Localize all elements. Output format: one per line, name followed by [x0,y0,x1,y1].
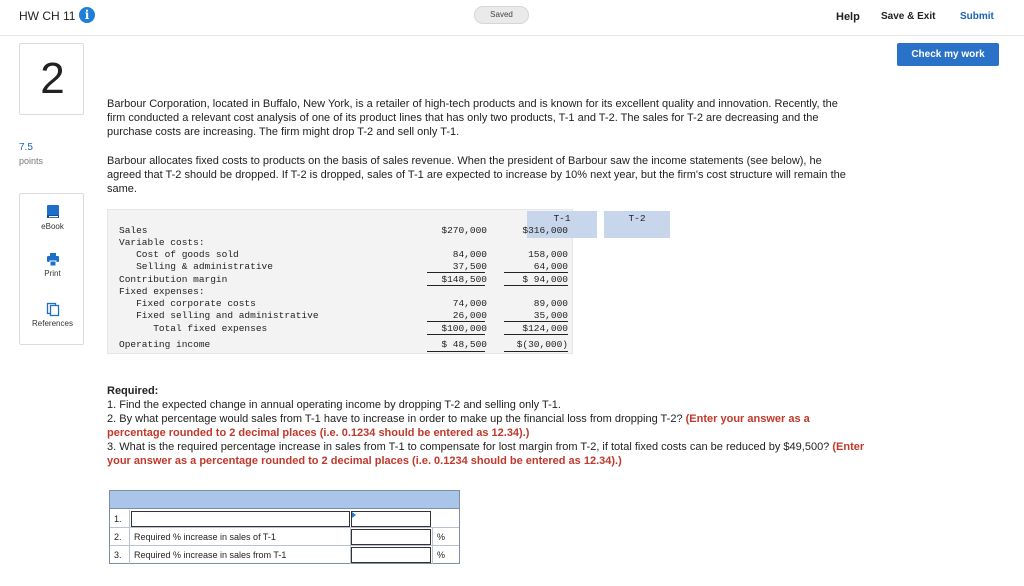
column-header-t1: T-1 [527,211,597,238]
subtotal-underline [504,321,568,322]
answer-input-2[interactable] [351,529,431,545]
answer-row-number: 3. [110,546,130,564]
subtotal-underline [427,321,485,322]
answer-row-label: Required % increase in sales of T-1 [131,528,351,546]
question-number-box [19,43,84,115]
check-my-work-button[interactable]: Check my work [897,43,999,66]
top-bar [0,0,1024,36]
question-number: 2 [40,54,65,103]
answer-row-number: 1. [110,510,130,528]
answer-input-1[interactable] [351,511,431,527]
points-value: 7.5 [19,142,33,153]
subtotal-underline [427,334,485,335]
statement-row: Total fixed expenses $100,000 $124,000 [119,323,568,334]
statement-row: Sales $270,000 $316,000 [119,225,568,236]
statement-row: Cost of goods sold 84,000 158,000 [119,249,568,260]
column-header-t2: T-2 [604,211,670,238]
answer-row-number: 2. [110,528,130,546]
percent-unit: % [432,546,459,564]
answer-row [110,528,459,546]
required-item-2-note: (Enter your answer as a percentage rounded to 2 decimal places (i.e. 0.1234 should be entered as 12.34).) [107,413,810,439]
subtotal-underline [427,272,485,273]
subtotal-underline [504,272,568,273]
save-exit-link[interactable]: Save & Exit [881,11,936,22]
subtotal-underline [504,334,568,335]
answer-row [110,546,459,564]
answer-table-header [110,491,459,509]
assignment-title: HW CH 11 [19,9,76,23]
statement-row: Fixed selling and administrative 26,000 35,000 [119,310,568,321]
saved-status-badge: Saved [474,6,529,24]
ebook-label: eBook [41,222,64,231]
points-label: points [19,156,44,166]
answer-flag-icon [352,512,356,518]
submit-link[interactable]: Submit [960,11,994,22]
references-icon [46,302,60,317]
answer-table [109,490,460,564]
required-section [107,384,867,468]
answer-row-label: Required % increase in sales from T-1 [131,546,351,564]
ebook-button[interactable] [20,204,85,231]
book-icon [46,204,60,220]
statement-row: Variable costs: [119,237,205,248]
required-item-1: 1. Find the expected change in annual operating income by dropping T-2 and selling only T-1. [107,399,561,411]
statement-row: Contribution margin $148,500 $ 94,000 [119,274,568,285]
answer-input-1-label[interactable] [131,511,350,527]
references-button[interactable] [20,302,85,328]
info-icon[interactable]: i [79,7,95,23]
tools-panel [19,193,84,345]
statement-row: Fixed expenses: [119,286,205,297]
statement-row: Operating income $ 48,500 $(30,000) [119,339,568,350]
required-item-3-note: (Enter your answer as a percentage rounded to 2 decimal places (i.e. 0.1234 should be entered as 12.34).) [107,441,865,467]
statement-row: Fixed corporate costs 74,000 89,000 [119,298,568,309]
help-link[interactable]: Help [836,11,860,23]
question-paragraph-2: Barbour allocates fixed costs to products on the basis of sales revenue. When the president of Barbour saw the income statements (see below), he agreed that T-2 should be dropped. If T-2 is dropped, sales of T-1 are expected to increase by 10% next year, but the firm's cost structure will remain the same. [107,155,846,195]
print-button[interactable] [20,252,85,278]
print-label: Print [44,269,61,278]
required-item-3: 3. What is the required percentage increase in sales from T-1 to compensate for lost margin from T-2, if total fixed costs can be reduced by $49,500? (Enter your answer as a percentage rounded to 2 decimal places (i.e. 0.1234 should be entered as 12.34).) [107,441,865,467]
answer-row [110,510,459,528]
statement-row: Selling & administrative 37,500 64,000 [119,261,568,272]
answer-input-3[interactable] [351,547,431,563]
required-item-2: 2. By what percentage would sales from T-1 have to increase in order to make up the financial loss from dropping T-2? (Enter your answer as a percentage rounded to 2 decimal places (i.e. 0.1234 should be entered as 12.34).) [107,413,810,439]
percent-unit: % [432,528,459,546]
required-heading: Required: [107,385,159,397]
question-paragraph-1: Barbour Corporation, located in Buffalo, New York, is a retailer of high-tech products and is known for its excellent quality and innovation. Recently, the firm conducted a relevant cost analysis of one of its product lines that has only two products, T-1 and T-2. The sales for T-2 are decreasing and the purchase costs are increasing. The firm might drop T-2 and sell only T-1. [107,98,838,138]
total-underline [504,351,568,352]
references-label: References [32,319,73,328]
total-underline [427,351,485,352]
printer-icon [46,252,60,267]
income-statement [107,209,646,354]
